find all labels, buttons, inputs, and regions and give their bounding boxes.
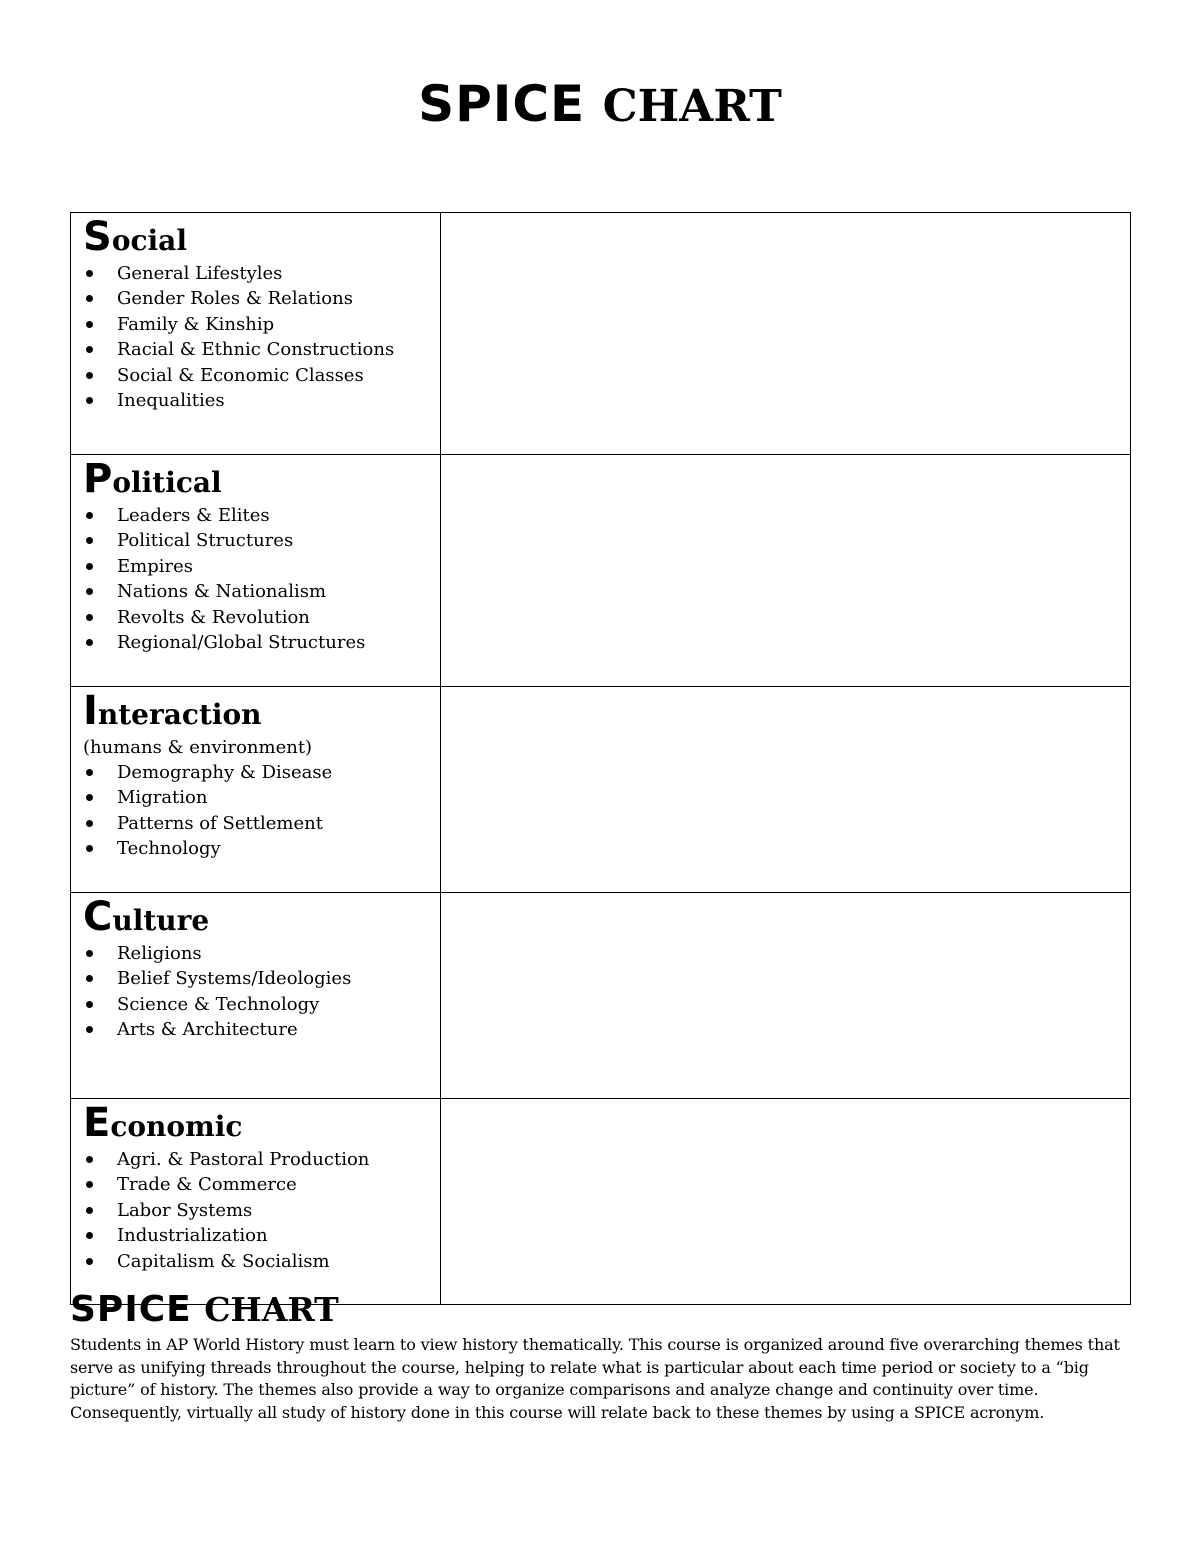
- bullet-icon: [86, 1232, 93, 1239]
- list-item: [83, 579, 440, 604]
- bullet-icon: [86, 512, 93, 519]
- list-item-text: Regional/Global Structures: [117, 632, 366, 654]
- theme-initial: P: [83, 456, 113, 502]
- bullet-icon: [86, 588, 93, 595]
- theme-notes-cell-social[interactable]: [441, 213, 1131, 455]
- theme-heading: [83, 894, 440, 941]
- theme-heading: [83, 688, 440, 735]
- page-title-spice: SPICE: [418, 75, 586, 133]
- theme-label-cell: [71, 893, 441, 1099]
- theme-item-list: [83, 941, 440, 1043]
- bullet-icon: [86, 270, 93, 277]
- list-item: [83, 1223, 440, 1248]
- list-item: [83, 1198, 440, 1223]
- theme-initial: E: [83, 1100, 111, 1146]
- theme-name-rest: conomic: [110, 1110, 243, 1143]
- list-item-text: Empires: [117, 555, 193, 577]
- bullet-icon: [86, 372, 93, 379]
- theme-label-cell: [71, 213, 441, 455]
- footer-title: [70, 1287, 339, 1332]
- theme-notes-cell-economic[interactable]: [441, 1099, 1131, 1305]
- list-item: [83, 312, 440, 337]
- list-item-text: Trade & Commerce: [117, 1174, 297, 1196]
- list-item: [83, 363, 440, 388]
- bullet-icon: [86, 639, 93, 646]
- page-title-chart: CHART: [602, 81, 782, 132]
- theme-subtitle: (humans & environment): [83, 737, 313, 758]
- list-item: [83, 811, 440, 836]
- theme-row-interaction: [71, 687, 1131, 893]
- list-item-text: Migration: [117, 787, 208, 809]
- list-item: [83, 785, 440, 810]
- bullet-icon: [86, 1258, 93, 1265]
- bullet-icon: [86, 1207, 93, 1214]
- bullet-icon: [86, 1156, 93, 1163]
- list-item: [83, 1017, 440, 1042]
- bullet-icon: [86, 769, 93, 776]
- theme-label-cell: [71, 687, 441, 893]
- list-item-text: Nations & Nationalism: [117, 581, 327, 603]
- theme-item-list: [83, 503, 440, 655]
- list-item-text: Inequalities: [117, 390, 225, 412]
- list-item: [83, 1147, 440, 1172]
- list-item: [83, 1249, 440, 1274]
- bullet-icon: [86, 1181, 93, 1188]
- list-item: [83, 836, 440, 861]
- bullet-icon: [86, 563, 93, 570]
- list-item: [83, 337, 440, 362]
- spice-table: [70, 212, 1131, 1305]
- bullet-icon: [86, 321, 93, 328]
- footer-description: Students in AP World History must learn to view history thematically. This course is organized around five overarching themes that serve as unifying threads throughout the course, helping to relate what is particular about each time period or society to a “big picture” of history. The themes also provide a way to organize comparisons and analyze change and continuity over time. Consequently, virtually all study of history done in this course will relate back to these themes by using a SPICE acronym.: [70, 1335, 1120, 1422]
- list-item-text: Belief Systems/Ideologies: [117, 968, 352, 990]
- list-item-text: Science & Technology: [117, 993, 320, 1015]
- list-item-text: Industrialization: [117, 1225, 268, 1247]
- theme-label-cell: [71, 455, 441, 687]
- theme-notes-cell-interaction[interactable]: [441, 687, 1131, 893]
- theme-label-cell: [71, 1099, 441, 1305]
- list-item-text: Demography & Disease: [117, 762, 333, 783]
- theme-notes-cell-culture[interactable]: [441, 893, 1131, 1099]
- footer-title-spice: SPICE: [70, 1289, 192, 1330]
- theme-row-culture: [71, 893, 1131, 1099]
- page-title: [0, 74, 1200, 137]
- list-item: [83, 941, 440, 966]
- bullet-icon: [86, 975, 93, 982]
- bullet-icon: [86, 295, 93, 302]
- list-item: [83, 992, 440, 1017]
- list-item-text: Religions: [117, 943, 202, 964]
- list-item: [83, 605, 440, 630]
- bullet-icon: [86, 820, 93, 827]
- list-item: [83, 286, 440, 311]
- list-item: [83, 966, 440, 991]
- list-item: [83, 388, 440, 413]
- list-item-text: Leaders & Elites: [117, 505, 270, 526]
- list-item: [83, 1172, 440, 1197]
- list-item-text: Patterns of Settlement: [117, 812, 323, 834]
- list-item-text: Revolts & Revolution: [117, 606, 310, 628]
- theme-name-rest: ocial: [111, 224, 187, 257]
- list-item-text: Technology: [117, 838, 221, 860]
- bullet-icon: [86, 1001, 93, 1008]
- theme-heading: [83, 214, 440, 261]
- theme-name-rest: ulture: [112, 904, 210, 937]
- list-item: [83, 630, 440, 655]
- bullet-icon: [86, 845, 93, 852]
- list-item-text: Capitalism & Socialism: [117, 1250, 330, 1272]
- bullet-icon: [86, 950, 93, 957]
- list-item-text: Labor Systems: [117, 1199, 253, 1221]
- list-item-text: Gender Roles & Relations: [117, 288, 353, 310]
- theme-row-economic: [71, 1099, 1131, 1305]
- list-item-text: Social & Economic Classes: [117, 364, 364, 386]
- theme-notes-cell-political[interactable]: [441, 455, 1131, 687]
- list-item-text: Arts & Architecture: [117, 1019, 298, 1041]
- bullet-icon: [86, 397, 93, 404]
- theme-initial: S: [83, 214, 112, 260]
- theme-name-rest: nteraction: [97, 698, 262, 731]
- theme-name-rest: olitical: [112, 466, 222, 499]
- list-item: [83, 261, 440, 286]
- theme-row-political: [71, 455, 1131, 687]
- list-item: [83, 760, 440, 785]
- theme-item-list: [83, 261, 440, 413]
- list-item-text: General Lifestyles: [117, 263, 283, 284]
- list-item: [83, 554, 440, 579]
- footer-title-chart: CHART: [204, 1290, 339, 1329]
- list-item-text: Racial & Ethnic Constructions: [117, 339, 395, 361]
- list-item: [83, 528, 440, 553]
- theme-row-social: [71, 213, 1131, 455]
- bullet-icon: [86, 537, 93, 544]
- theme-initial: C: [83, 894, 113, 940]
- bullet-icon: [86, 1026, 93, 1033]
- theme-item-list: [83, 760, 440, 862]
- list-item-text: Political Structures: [117, 530, 294, 552]
- bullet-icon: [86, 794, 93, 801]
- theme-initial: I: [83, 688, 98, 734]
- list-item-text: Family & Kinship: [117, 313, 275, 335]
- list-item: [83, 503, 440, 528]
- theme-heading: [83, 1100, 440, 1147]
- theme-item-list: [83, 1147, 440, 1274]
- theme-heading: [83, 456, 440, 503]
- bullet-icon: [86, 346, 93, 353]
- bullet-icon: [86, 614, 93, 621]
- list-item-text: Agri. & Pastoral Production: [117, 1149, 370, 1170]
